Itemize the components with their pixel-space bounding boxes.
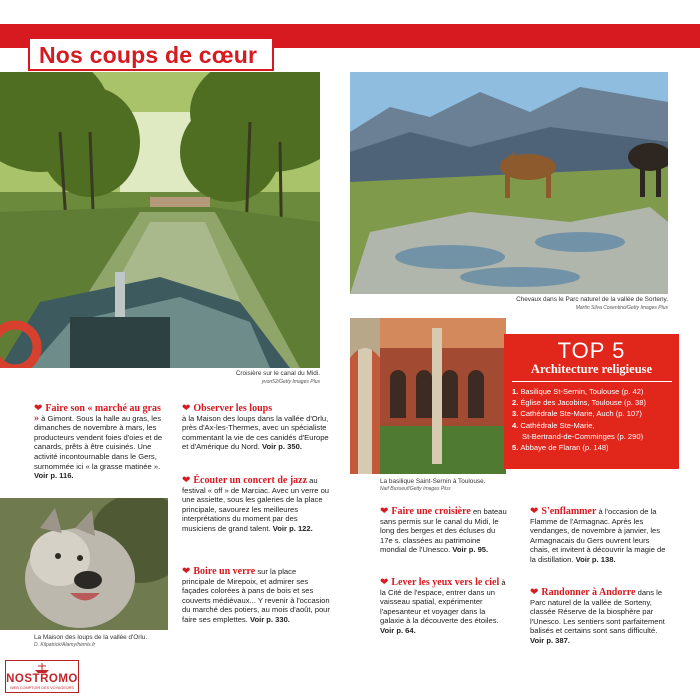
ship-icon bbox=[34, 663, 50, 673]
highlight-croisiere: ❤ Faire une croisière en bateau sans permis sur le canal du Midi, le long des berges et des écluses du 17e s. classées au patrimoine mondial de l'Unesco. Voir p. 95. bbox=[380, 506, 507, 555]
heart-icon: ❤ bbox=[182, 403, 191, 414]
highlight-marche-au-gras: ❤ Faire son « marché au gras » à Gimont. Sous la halle au gras, les dimanches de novembre à mars, les producteurs vendent foies d'oies et de canards, prêts à être cuisinés. Une activité incontournable dans le Gers, surnommée ici « la grasse matinée ». Voir p. 116. bbox=[34, 403, 163, 481]
highlight-enflammer: ❤ S'enflammer à l'occasion de la Flamme de l'Armagnac. Après les vendanges, de novembre à janvier, les Armagnacais du Gers ouvrent leurs chais, et invitent à découvrir la magie de la distillation. Voir p. 138. bbox=[530, 506, 666, 564]
horses-photo bbox=[350, 72, 668, 294]
top5-item: St-Bertrand-de-Comminges (p. 290) bbox=[522, 431, 644, 441]
top5-item: 4. Cathédrale Ste-Marie, bbox=[512, 420, 595, 430]
top5-label: TOP 5 bbox=[557, 338, 626, 363]
wolf-caption: La Maison des loups de la vallée d'Orlu. bbox=[34, 634, 148, 641]
highlight-observer-loups: ❤ Observer les loups à la Maison des loups dans la vallée d'Orlu, près d'Ax-les-Thermes, avec un spécialiste commentant la vie de ces canidés d'Europe et d'Amérique du Nord. Voir p. 350. bbox=[182, 403, 329, 452]
top5-item: 2. Église des Jacobins, Toulouse (p. 38) bbox=[512, 398, 646, 408]
heart-icon: ❤ bbox=[380, 506, 389, 517]
top5-list bbox=[512, 386, 646, 453]
horses-caption: Chevaux dans le Parc naturel de la vallée de Sorteny. bbox=[516, 296, 668, 303]
logo-tagline: WEB COMPTOIR DES VOYAGEURS bbox=[10, 686, 74, 690]
cloister-credit: Naif Busseuf/Getty Images Plus bbox=[380, 486, 451, 492]
page-title: Nos coups de cœur bbox=[39, 42, 258, 68]
cloister-photo bbox=[350, 318, 506, 474]
heart-icon: ❤ bbox=[34, 403, 43, 414]
highlight-boire-verre: ❤ Boire un verre sur la place principale de Mirepoix, et admirer ses façades colorées à pans de bois et ses couverts médiévaux... Y revenir à l'occasion du marché des potiers, au mois d'août, pour faire ses emplettes. Voir p. 330. bbox=[182, 566, 330, 624]
top5-item: 5. Abbaye de Flaran (p. 148) bbox=[512, 443, 609, 453]
heart-icon: ❤ bbox=[182, 566, 191, 577]
page-number: 13 bbox=[668, 48, 679, 58]
highlight-concert-jazz: ❤ Écouter un concert de jazz au festival « off » de Marciac. Avec un verre ou une assiette, sous les galeries de la place principale, savourez les meilleures interprétations du moment par des musiciens de grand talent. Voir p. 122. bbox=[182, 475, 330, 533]
canal-photo bbox=[0, 72, 320, 368]
section-title: NOS PLUS BEAUX SOUVENIRS DE VOYAGE bbox=[448, 48, 642, 58]
canal-credit: yvon52/Getty Images Plus bbox=[261, 379, 320, 385]
horses-credit: Martin Silva Cosentino/Getty Images Plus bbox=[575, 305, 668, 311]
logo-name: NOSTROMO bbox=[6, 673, 78, 685]
top5-box bbox=[504, 334, 679, 469]
top5-item: 1. Basilique St-Sernin, Toulouse (p. 42) bbox=[512, 387, 644, 396]
heart-icon: ❤ bbox=[380, 577, 389, 588]
top5-title: Architecture religieuse bbox=[530, 362, 653, 376]
page-title-box bbox=[28, 39, 274, 71]
highlight-lever-yeux: ❤ Lever les yeux vers le ciel à la Cité de l'espace, entrer dans un vaisseau spatial, expérimenter l'apesanteur et voyager dans la galaxie à la découverte des étoiles. Voir p. 64. bbox=[380, 577, 506, 635]
heart-icon: ❤ bbox=[530, 587, 539, 598]
wolf-photo bbox=[0, 498, 168, 630]
top5-item: 3. Cathédrale Ste-Marie, Auch (p. 107) bbox=[512, 409, 642, 419]
highlight-randonner: ❤ Randonner à Andorre dans le Parc naturel de la vallée de Sorteny, classée Réserve de la biosphère par l'Unesco. Les sentiers sont parfaitement balisés et certains sont sans difficulté. Voir p. 387. bbox=[530, 587, 665, 645]
top5-divider bbox=[512, 381, 672, 382]
canal-caption: Croisière sur le canal du Midi. bbox=[235, 370, 320, 377]
wolf-credit: D. Kilpatrick/Alamy/hemis.fr bbox=[34, 642, 96, 648]
heart-icon: ❤ bbox=[182, 475, 191, 486]
cloister-caption: La basilique Saint-Sernin à Toulouse. bbox=[380, 478, 486, 485]
nostromo-logo bbox=[5, 660, 79, 693]
heart-icon: ❤ bbox=[530, 506, 539, 517]
